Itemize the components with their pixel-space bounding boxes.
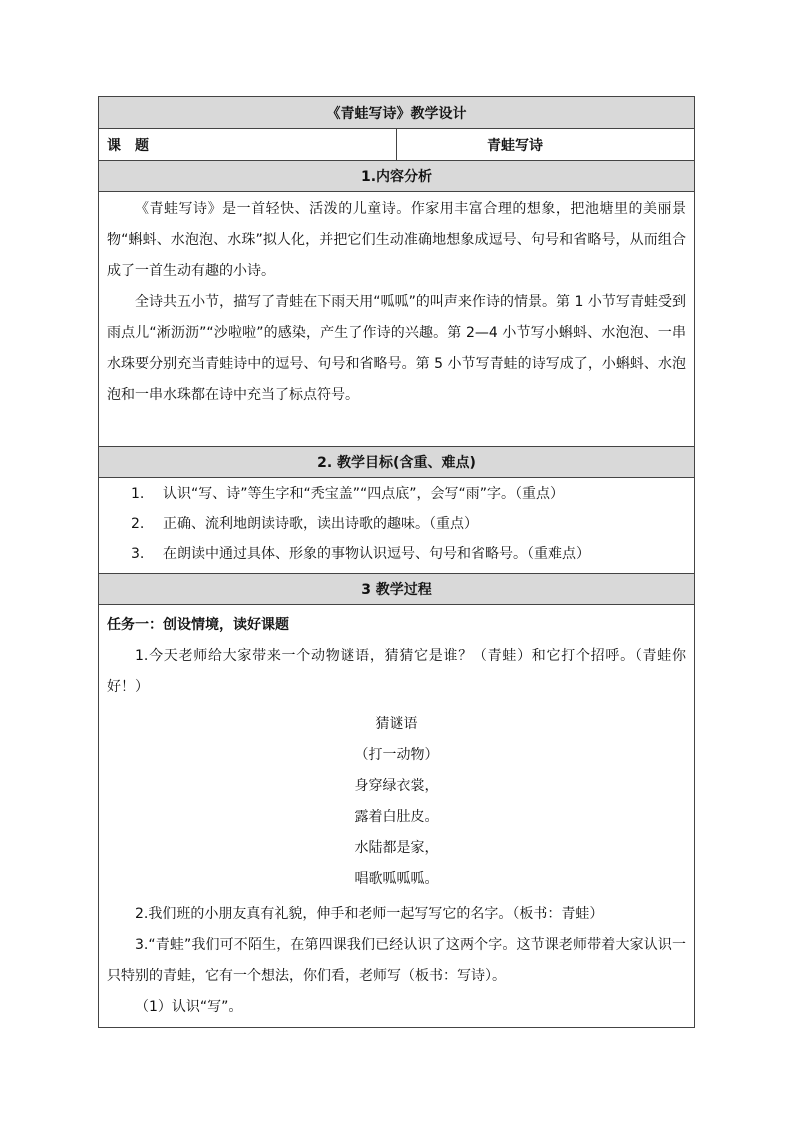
riddle-line: （打一动物） (354, 747, 439, 763)
goal-item (99, 479, 694, 509)
goal-number: 2. (131, 516, 145, 532)
section-process: 3 教学过程 (99, 574, 695, 605)
lesson-plan-table (98, 96, 695, 1028)
riddle-line: 水陆都是家， (354, 840, 439, 856)
process-cell (99, 605, 695, 1028)
riddle-line: 唱歌呱呱呱。 (354, 871, 439, 887)
analysis-paragraph: 全诗共五小节，描写了青蛙在下雨天用“呱呱”的叫声来作诗的情景。第 1 小节写青蛙受到雨点儿“淅沥沥”“沙啦啦”的感染，产生了作诗的兴趣。第 2—4 小节写小蝌蚪、水泡泡、一串水珠要分别充当青蛙诗中的逗号、句号和省略号。第 5 小节写青蛙的诗写成了，小蝌蚪、水泡泡和一串水珠都在诗中充当了标点符号。 (107, 294, 686, 403)
goal-text: 在朗读中通过具体、形象的事物认识逗号、句号和省略号。（重难点） (163, 546, 590, 562)
task-title: 任务一：创设情境，读好课题 (107, 617, 289, 633)
goal-number: 1. (131, 486, 145, 502)
topic-value: 青蛙写诗 (397, 129, 695, 161)
goal-text: 认识“写、诗”等生字和“秃宝盖”“四点底”，会写“雨”字。（重点） (163, 486, 565, 502)
goal-text: 正确、流利地朗读诗歌，读出诗歌的趣味。（重点） (163, 516, 478, 532)
section-goals: 2. 教学目标(含重、难点) (99, 447, 695, 478)
goal-item (99, 539, 694, 569)
goal-number: 3. (131, 546, 145, 562)
doc-title: 《青蛙写诗》教学设计 (99, 97, 695, 129)
process-substep: （1）认识“写”。 (135, 999, 243, 1015)
topic-label: 课 题 (99, 129, 397, 161)
analysis-cell (99, 192, 695, 447)
process-step: 1.今天老师给大家带来一个动物谜语，猜猜它是谁？（青蛙）和它打个招呼。（青蛙你好！） (107, 648, 686, 695)
riddle-block (99, 703, 694, 899)
goals-cell (99, 478, 695, 574)
process-step: 2.我们班的小朋友真有礼貌，伸手和老师一起写写它的名字。（板书：青蛙） (135, 906, 604, 922)
section-content-analysis: 1.内容分析 (99, 161, 695, 192)
analysis-paragraph: 《青蛙写诗》是一首轻快、活泼的儿童诗。作家用丰富合理的想象，把池塘里的美丽景物“蝌蚪、水泡泡、水珠”拟人化，并把它们生动准确地想象成逗号、句号和省略号，从而组合成了一首生动有趣的小诗。 (107, 201, 686, 279)
process-step: 3.“青蛙”我们可不陌生，在第四课我们已经认识了这两个字。这节课老师带着大家认识一只特别的青蛙，它有一个想法，你们看，老师写（板书：写诗）。 (107, 937, 686, 984)
riddle-line: 露着白肚皮。 (354, 809, 439, 825)
goal-item (99, 509, 694, 539)
riddle-line: 身穿绿衣裳， (354, 778, 439, 794)
riddle-line: 猜谜语 (375, 716, 418, 732)
